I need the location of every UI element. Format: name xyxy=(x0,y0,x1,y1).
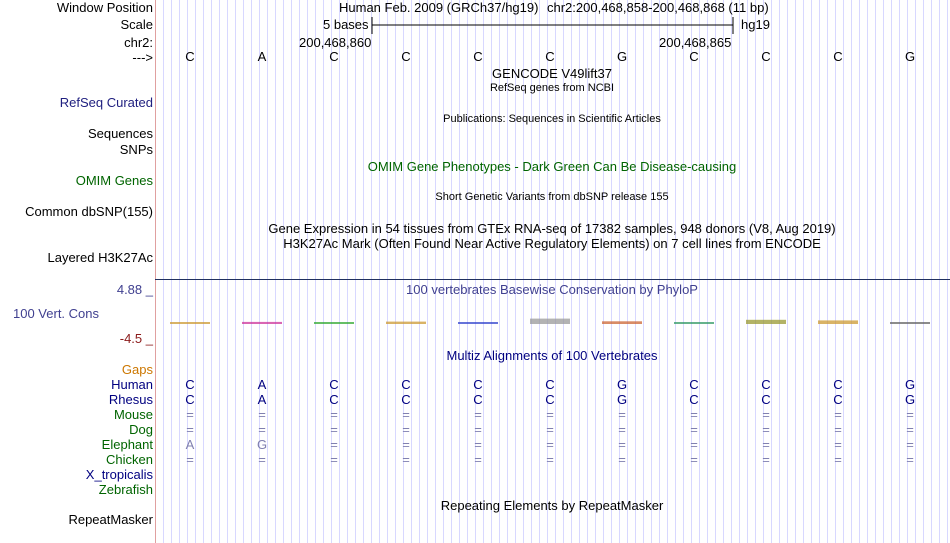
chrom-label: chr2: xyxy=(124,35,153,50)
aligned-base: = xyxy=(690,452,698,467)
phylop-max: 4.88 _ xyxy=(116,282,153,297)
reference-base: C xyxy=(473,49,483,64)
aligned-base: C xyxy=(689,392,699,407)
coord-left: 200,468,860 xyxy=(299,35,372,50)
aligned-base: = xyxy=(762,452,770,467)
aligned-base: = xyxy=(906,422,914,437)
scale-bar xyxy=(370,16,736,36)
aligned-base: = xyxy=(762,422,770,437)
gencode-title[interactable]: GENCODE V49lift37 xyxy=(492,66,612,81)
species-alignment-row xyxy=(0,377,950,392)
sequences-label[interactable]: Sequences xyxy=(87,126,153,141)
omim-label[interactable]: OMIM Genes xyxy=(75,173,153,188)
aligned-base: = xyxy=(906,452,914,467)
aligned-base: = xyxy=(186,407,194,422)
aligned-base: = xyxy=(330,437,338,452)
aligned-base: C xyxy=(473,392,483,407)
aligned-base: = xyxy=(834,422,842,437)
species-alignment-row xyxy=(0,467,950,482)
aligned-base: C xyxy=(401,377,411,392)
aligned-base: C xyxy=(329,377,339,392)
reference-base: C xyxy=(401,49,411,64)
aligned-base: = xyxy=(474,422,482,437)
aligned-base: C xyxy=(401,392,411,407)
aligned-base: C xyxy=(761,392,771,407)
reference-base: C xyxy=(329,49,339,64)
strand-label: ---> xyxy=(132,50,153,65)
position-text: chr2:200,468,858-200,468,868 (11 bp) xyxy=(547,0,769,15)
scale-label: Scale xyxy=(120,17,153,32)
aligned-base: = xyxy=(402,437,410,452)
species-alignment-row xyxy=(0,452,950,467)
repeat-label[interactable]: RepeatMasker xyxy=(68,512,153,527)
species-label[interactable]: Dog xyxy=(129,422,153,437)
aligned-base: G xyxy=(904,392,916,407)
aligned-base: C xyxy=(329,392,339,407)
aligned-base: A xyxy=(257,392,267,407)
reference-base: C xyxy=(185,49,195,64)
phylop-score-bar xyxy=(242,322,282,324)
reference-base: G xyxy=(616,49,628,64)
phylop-score-bar xyxy=(314,322,354,324)
aligned-base: = xyxy=(762,437,770,452)
reference-base: C xyxy=(689,49,699,64)
aligned-base: = xyxy=(690,437,698,452)
species-label[interactable]: Elephant xyxy=(101,437,153,452)
repeat-title: Repeating Elements by RepeatMasker xyxy=(440,498,664,513)
species-label[interactable]: Chicken xyxy=(106,452,153,467)
scale-db: hg19 xyxy=(741,17,770,32)
refseq-label[interactable]: RefSeq Curated xyxy=(59,95,153,110)
snps-label[interactable]: SNPs xyxy=(119,142,153,157)
aligned-base: = xyxy=(330,452,338,467)
aligned-base: = xyxy=(402,407,410,422)
aligned-base: C xyxy=(761,377,771,392)
scale-text: 5 bases xyxy=(323,17,369,32)
aligned-base: = xyxy=(330,422,338,437)
aligned-base: C xyxy=(833,392,843,407)
reference-bases xyxy=(0,49,950,64)
species-label[interactable]: Rhesus xyxy=(108,392,153,407)
aligned-base: C xyxy=(185,377,195,392)
aligned-base: = xyxy=(546,452,554,467)
aligned-base: = xyxy=(258,422,266,437)
phylop-score-bar xyxy=(746,320,786,324)
reference-base: C xyxy=(545,49,555,64)
aligned-base: C xyxy=(545,377,555,392)
aligned-base: C xyxy=(185,392,195,407)
h3k27ac-label[interactable]: Layered H3K27Ac xyxy=(47,250,153,265)
aligned-base: = xyxy=(618,452,626,467)
publications-title: Publications: Sequences in Scientific Articles xyxy=(443,113,661,125)
multiz-title: Multiz Alignments of 100 Vertebrates xyxy=(446,348,658,363)
aligned-base: = xyxy=(834,452,842,467)
h3k27ac-title: H3K27Ac Mark (Often Found Near Active Regulatory Elements) on 7 cell lines from ENCODE xyxy=(283,236,821,251)
species-alignment-row xyxy=(0,407,950,422)
dbsnp-label[interactable]: Common dbSNP(155) xyxy=(25,204,153,219)
aligned-base: G xyxy=(904,377,916,392)
aligned-base: = xyxy=(546,422,554,437)
aligned-base: = xyxy=(762,407,770,422)
phylop-plot xyxy=(155,296,950,346)
species-alignment-row xyxy=(0,392,950,407)
aligned-base: = xyxy=(258,452,266,467)
cons-label[interactable]: 100 Vert. Cons xyxy=(13,306,99,321)
aligned-base: G xyxy=(616,377,628,392)
species-alignment-row xyxy=(0,482,950,497)
aligned-base: C xyxy=(473,377,483,392)
phylop-score-bar xyxy=(602,321,642,324)
omim-title: OMIM Gene Phenotypes - Dark Green Can Be Disease-causing xyxy=(367,159,737,174)
aligned-base: = xyxy=(906,407,914,422)
aligned-base: = xyxy=(834,437,842,452)
aligned-base: = xyxy=(258,407,266,422)
species-alignment-row xyxy=(0,437,950,452)
aligned-base: = xyxy=(474,437,482,452)
reference-base: C xyxy=(761,49,771,64)
aligned-base: = xyxy=(618,422,626,437)
aligned-base: A xyxy=(185,437,195,452)
aligned-base: = xyxy=(474,452,482,467)
aligned-base: A xyxy=(257,377,267,392)
aligned-base: = xyxy=(402,422,410,437)
phylop-score-bar xyxy=(818,320,858,324)
phylop-score-bar xyxy=(530,319,570,324)
aligned-base: G xyxy=(616,392,628,407)
aligned-base: = xyxy=(618,407,626,422)
aligned-base: G xyxy=(256,437,268,452)
reference-base: C xyxy=(833,49,843,64)
species-alignment-row xyxy=(0,422,950,437)
aligned-base: = xyxy=(618,437,626,452)
aligned-base: = xyxy=(402,452,410,467)
phylop-min: -4.5 _ xyxy=(119,331,153,346)
phylop-score-bar xyxy=(674,322,714,324)
aligned-base: C xyxy=(545,392,555,407)
aligned-base: C xyxy=(833,377,843,392)
refseq-subtitle: RefSeq genes from NCBI xyxy=(489,82,615,94)
aligned-base: = xyxy=(546,437,554,452)
aligned-base: = xyxy=(186,422,194,437)
aligned-base: = xyxy=(834,407,842,422)
gaps-label[interactable]: Gaps xyxy=(121,362,153,377)
species-label[interactable]: Zebrafish xyxy=(98,482,153,497)
aligned-base: = xyxy=(186,452,194,467)
aligned-base: = xyxy=(474,407,482,422)
aligned-base: = xyxy=(330,407,338,422)
phylop-score-bar xyxy=(890,322,930,324)
species-label[interactable]: Mouse xyxy=(113,407,153,422)
coord-right: 200,468,865 xyxy=(659,35,732,50)
phylop-title: 100 vertebrates Basewise Conservation by PhyloP xyxy=(406,282,698,297)
species-label[interactable]: X_tropicalis xyxy=(85,467,153,482)
phylop-score-bar xyxy=(170,322,210,324)
aligned-base: = xyxy=(546,407,554,422)
aligned-base: = xyxy=(690,407,698,422)
aligned-base: C xyxy=(689,377,699,392)
phylop-score-bar xyxy=(386,322,426,324)
aligned-base: = xyxy=(906,437,914,452)
gtex-title: Gene Expression in 54 tissues from GTEx RNA-seq of 17382 samples, 948 donors (V8, Aug 2019) xyxy=(268,221,836,236)
track-divider xyxy=(155,279,950,280)
reference-base: G xyxy=(904,49,916,64)
dbsnp-title: Short Genetic Variants from dbSNP release 155 xyxy=(435,191,669,203)
reference-base: A xyxy=(257,49,267,64)
phylop-score-bar xyxy=(458,322,498,324)
aligned-base: = xyxy=(690,422,698,437)
window-position-label: Window Position xyxy=(56,0,153,15)
species-label[interactable]: Human xyxy=(111,377,153,392)
assembly-text: Human Feb. 2009 (GRCh37/hg19) xyxy=(339,0,539,15)
